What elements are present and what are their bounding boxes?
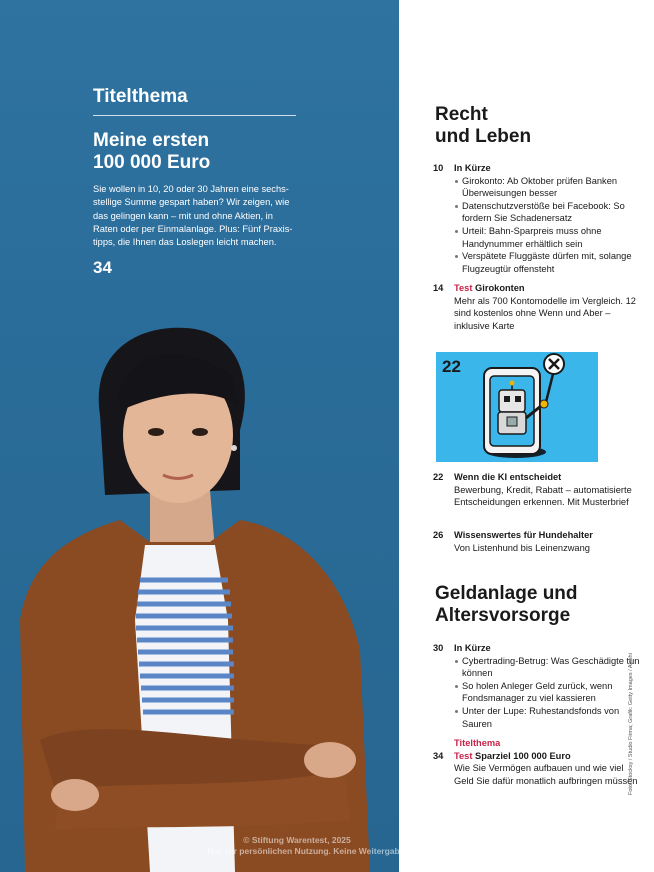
entry-title: In Kürze: [454, 643, 491, 653]
entry-title: In Kürze: [454, 163, 491, 173]
entry-description: Von Listenhund bis Leinenzwang: [454, 542, 590, 553]
list-item: Cybertrading-Betrug: Was Geschädigte tun können: [454, 655, 643, 680]
page-number: 22: [433, 472, 444, 482]
test-label: Test: [454, 283, 473, 293]
entry-title: [454, 750, 643, 763]
list-item: So holen Anleger Geld zurück, wenn Fondsmanager zu viel kassieren: [454, 680, 643, 705]
robot-phone-illustration: [436, 352, 598, 462]
toc-entry[interactable]: [433, 471, 643, 509]
copyright-line-1: © Stiftung Warentest, 2025: [243, 835, 351, 845]
entry-description: Bewerbung, Kredit, Rabatt – automatisierte Entscheidungen erkennen. Mit Musterbrief: [454, 484, 632, 508]
entry-title-text: Sparziel 100 000 Euro: [475, 750, 571, 761]
titelthema-kicker: Titelthema: [454, 738, 501, 748]
divider: [93, 115, 296, 116]
bullet-list: [454, 175, 643, 276]
list-item: Urteil: Bahn-Sparpreis muss ohne Handynummer erhältlich sein: [454, 225, 643, 250]
toc-entry[interactable]: [433, 529, 643, 554]
section-title-line-1: Recht: [435, 104, 488, 125]
page-number: 30: [433, 643, 444, 653]
section-title-geldanlage: [435, 583, 578, 627]
ki-illustration-tile[interactable]: [436, 352, 598, 462]
toc-entry[interactable]: [433, 282, 643, 332]
entry-title: Wissenswertes für Hundehalter: [454, 530, 593, 540]
titelthema-label: Titelthema: [93, 86, 188, 107]
toc-entry[interactable]: [433, 737, 643, 787]
entry-title-text: Girokonten: [475, 283, 525, 293]
list-item: Datenschutzverstöße bei Facebook: So fordern Sie Schadenersatz: [454, 200, 643, 225]
page-number: 14: [433, 283, 444, 293]
copyright-line-2: Nur zur persönlichen Nutzung. Keine Weitergabe.: [207, 846, 407, 856]
titelthema-page-number[interactable]: 34: [93, 258, 112, 277]
section-title-line-2: Altersvorsorge: [435, 605, 571, 626]
test-label: Test: [454, 750, 473, 761]
list-item: Verspätete Fluggäste dürfen mit, solange Flugzeugtür offensteht: [454, 250, 643, 275]
copyright-notice: [0, 835, 654, 857]
titelthema-headline[interactable]: [93, 130, 313, 174]
entry-description: Mehr als 700 Kontomodelle im Vergleich. 12 sind kostenlos ohne Wenn und Aber – inklusive Karte: [454, 295, 636, 331]
entry-title: [454, 282, 643, 295]
bullet-list: [454, 655, 643, 731]
page-number: 10: [433, 163, 444, 173]
photo-credit: Foto: Stocksy / Studio Firma; Grafik: Getty Images / Alashi: [628, 653, 634, 795]
portrait-photo: [0, 320, 399, 872]
section-title-line-2: und Leben: [435, 126, 532, 147]
toc-entry[interactable]: [433, 642, 643, 730]
tile-page-number: 22: [442, 357, 461, 376]
toc-entry[interactable]: [433, 162, 643, 275]
headline-line-2: 100 000 Euro: [93, 152, 211, 173]
entry-title: Wenn die KI entscheidet: [454, 472, 562, 482]
section-title-line-1: Geldanlage und: [435, 583, 578, 604]
titelthema-teaser: Sie wollen in 10, 20 oder 30 Jahren eine sechsstellige Summe gespart haben? Wir zeigen, wie das gelingen kann – mit und ohne Aktien, in Raten oder per Einmalanlage. Plus: Fünf Praxistipps, die Ihnen das Loslegen leicht machen.: [93, 184, 293, 248]
entry-description: Wie Sie Vermögen aufbauen und wie viel Geld Sie dafür monatlich aufbringen müssen: [454, 763, 638, 786]
page-number: 26: [433, 530, 444, 540]
page-number: 34: [433, 750, 444, 761]
list-item: Unter der Lupe: Ruhestandsfonds von Sauren: [454, 705, 643, 730]
headline-line-1: Meine ersten: [93, 130, 210, 151]
list-item: Girokonto: Ab Oktober prüfen Banken Überweisungen besser: [454, 175, 643, 200]
section-title-recht: [435, 104, 531, 148]
